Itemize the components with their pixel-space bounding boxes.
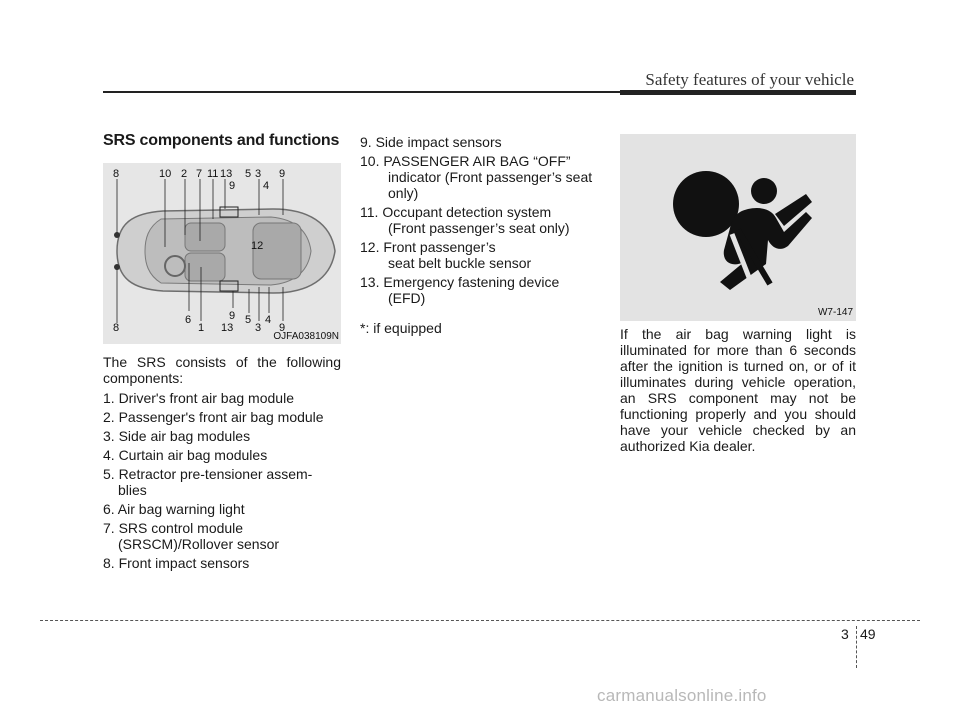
airbag-warning-icon — [620, 134, 856, 321]
component-item — [103, 428, 341, 444]
callout-7: 7 — [196, 168, 203, 180]
component-item — [103, 520, 341, 552]
callout-5-top: 5 — [245, 168, 252, 180]
component-item-continuation: (EFD) — [388, 290, 426, 306]
warning-figure-code: W7-147 — [817, 307, 853, 318]
callout-3-top: 3 — [255, 168, 262, 180]
callout-8-bottom: 8 — [113, 322, 120, 334]
footer-divider — [856, 626, 857, 668]
component-item-text: 12. Front passenger’s — [360, 239, 496, 255]
component-item — [360, 204, 605, 236]
equipped-note: *: if equipped — [360, 320, 442, 336]
callout-9-bottom: 9 — [279, 322, 286, 334]
chapter-number: 3 — [841, 626, 849, 642]
srs-car-diagram — [103, 163, 341, 344]
callout-2: 2 — [181, 168, 188, 180]
car-figure-code: OJFA038109N — [273, 331, 339, 342]
callout-1: 1 — [198, 322, 205, 334]
page-number: 49 — [860, 626, 876, 642]
component-item-text: 3. Side air bag modules — [103, 428, 251, 444]
callout-9-inner-bottom: 9 — [229, 310, 236, 322]
callout-13-top: 13 — [220, 168, 233, 180]
callout-10: 10 — [159, 168, 172, 180]
component-item — [360, 239, 605, 271]
component-item-text: 7. SRS control module — [103, 520, 244, 536]
intro-paragraph: The SRS consists of the following components: — [103, 354, 341, 386]
column-middle — [360, 134, 605, 340]
component-item — [103, 466, 341, 498]
component-item-continuation: (Front passenger’s seat only) — [388, 220, 570, 236]
callout-12: 12 — [251, 240, 264, 252]
callout-4-bottom: 4 — [265, 314, 272, 326]
component-item-text: 6. Air bag warning light — [103, 501, 245, 517]
component-item — [103, 447, 341, 463]
component-item — [360, 153, 605, 201]
component-item-text: 13. Emergency fastening device — [360, 274, 560, 290]
callout-6: 6 — [185, 314, 192, 326]
callout-3-bottom: 3 — [255, 322, 262, 334]
component-item-continuation: (SRSCM)/Rollover sensor — [118, 536, 280, 552]
header-title: Safety features of your vehicle — [645, 70, 854, 89]
component-item — [103, 409, 341, 425]
callout-5-bottom: 5 — [245, 314, 252, 326]
callout-9-top: 9 — [279, 168, 286, 180]
component-item-continuation: only) — [388, 185, 419, 201]
callout-13-bottom: 13 — [221, 322, 234, 334]
component-item-text: 1. Driver's front air bag module — [103, 390, 294, 406]
component-item-continuation: seat belt buckle sensor — [388, 255, 532, 271]
callout-11: 11 — [207, 168, 219, 180]
component-item-text: 8. Front impact sensors — [103, 555, 250, 571]
component-item — [360, 274, 605, 306]
component-item — [103, 501, 341, 517]
component-item — [360, 134, 605, 150]
section-title: SRS components and functions — [103, 132, 340, 149]
component-item — [103, 390, 341, 406]
callout-8-top: 8 — [113, 168, 120, 180]
footer-rule — [40, 620, 920, 621]
callout-9-inner: 9 — [229, 180, 236, 192]
component-item-text: 9. Side impact sensors — [360, 134, 502, 150]
component-item-text: 5. Retractor pre-tensioner assem- — [103, 466, 313, 482]
warning-paragraph: If the air bag warning light is illuminated for more than 6 seconds after the ignition is turned on, or of it illuminates during vehicle operation, an SRS component may not be functioning properly and you should have your vehicle checked by an authorized Kia dealer. — [620, 326, 856, 454]
header-rule-accent — [620, 90, 856, 95]
column-left — [103, 354, 341, 574]
airbag-warning-figure — [620, 134, 856, 321]
watermark: carmanualsonline.info — [597, 686, 767, 705]
component-item — [103, 555, 341, 571]
component-item-continuation: blies — [118, 482, 147, 498]
component-item-text: 4. Curtain air bag modules — [103, 447, 268, 463]
car-top-view-illustration — [103, 163, 341, 344]
component-item-continuation: indicator (Front passenger’s seat — [388, 169, 593, 185]
component-item-text: 10. PASSENGER AIR BAG “OFF” — [360, 153, 571, 169]
component-item-text: 2. Passenger's front air bag module — [103, 409, 324, 425]
component-item-text: 11. Occupant detection system — [360, 204, 552, 220]
callout-4-top: 4 — [263, 180, 270, 192]
